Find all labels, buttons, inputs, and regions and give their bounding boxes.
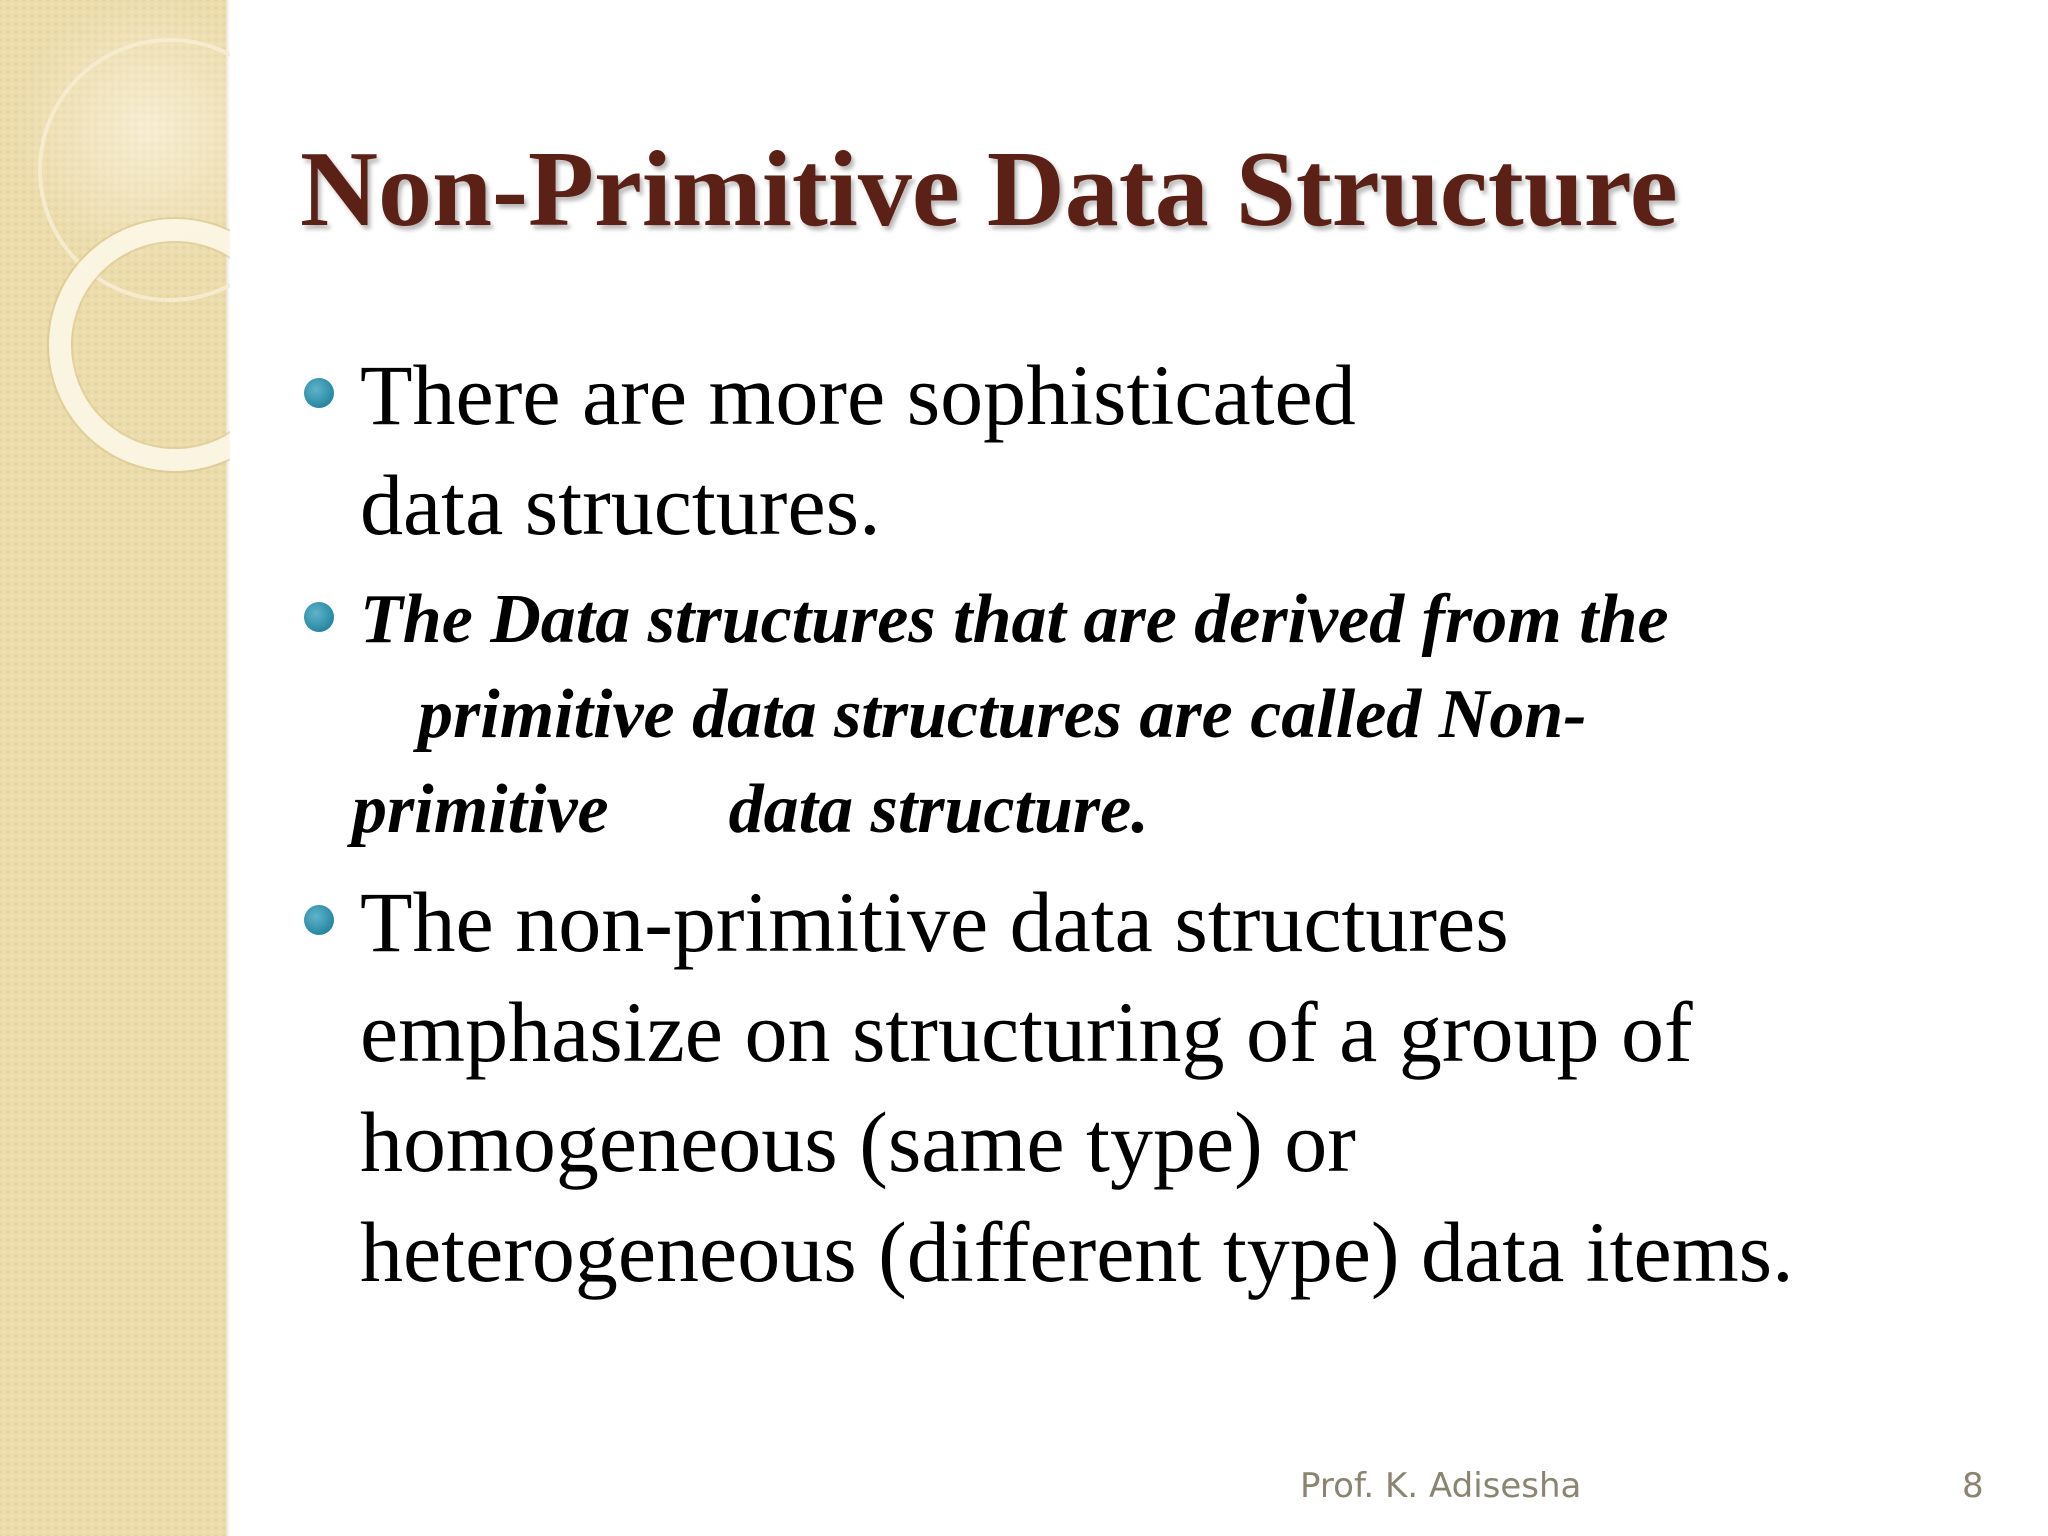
bullet-1-line-2: data structures. xyxy=(360,457,881,553)
bullet-1-line-1: There are more sophisticated xyxy=(360,347,1356,443)
bullet-2-line-3-part-2: data structure. xyxy=(728,771,1149,848)
bullet-dot-icon xyxy=(304,602,334,632)
bullet-item-1 xyxy=(300,340,1920,560)
footer-page-number: 8 xyxy=(1962,1466,1984,1506)
bullet-item-2 xyxy=(300,572,1920,857)
decorative-rings-icon xyxy=(0,0,230,520)
bullet-dot-icon xyxy=(304,905,334,935)
bullet-2-line-2: primitive data structures are called Non- xyxy=(418,676,1587,753)
slide-title: Non-Primitive Data Structure xyxy=(300,130,1678,249)
bullet-3-line-1: The non-primitive data structures xyxy=(360,874,1509,970)
bullet-3-line-3: homogeneous (same type) or xyxy=(360,1094,1356,1190)
bullet-2-line-3 xyxy=(352,762,1920,857)
bullet-item-3 xyxy=(300,867,1920,1307)
bullet-list xyxy=(300,340,1920,1307)
bullet-3-line-4: heterogeneous (different type) data items. xyxy=(360,1204,1794,1300)
bullet-3-line-2: emphasize on structuring of a group of xyxy=(360,984,1693,1080)
bullet-dot-icon xyxy=(304,378,334,408)
bullet-2-line-3-part-1: primitive xyxy=(352,771,609,848)
footer-author: Prof. K. Adisesha xyxy=(1300,1466,1582,1506)
bullet-2-line-1: The Data structures that are derived from the xyxy=(360,581,1669,658)
